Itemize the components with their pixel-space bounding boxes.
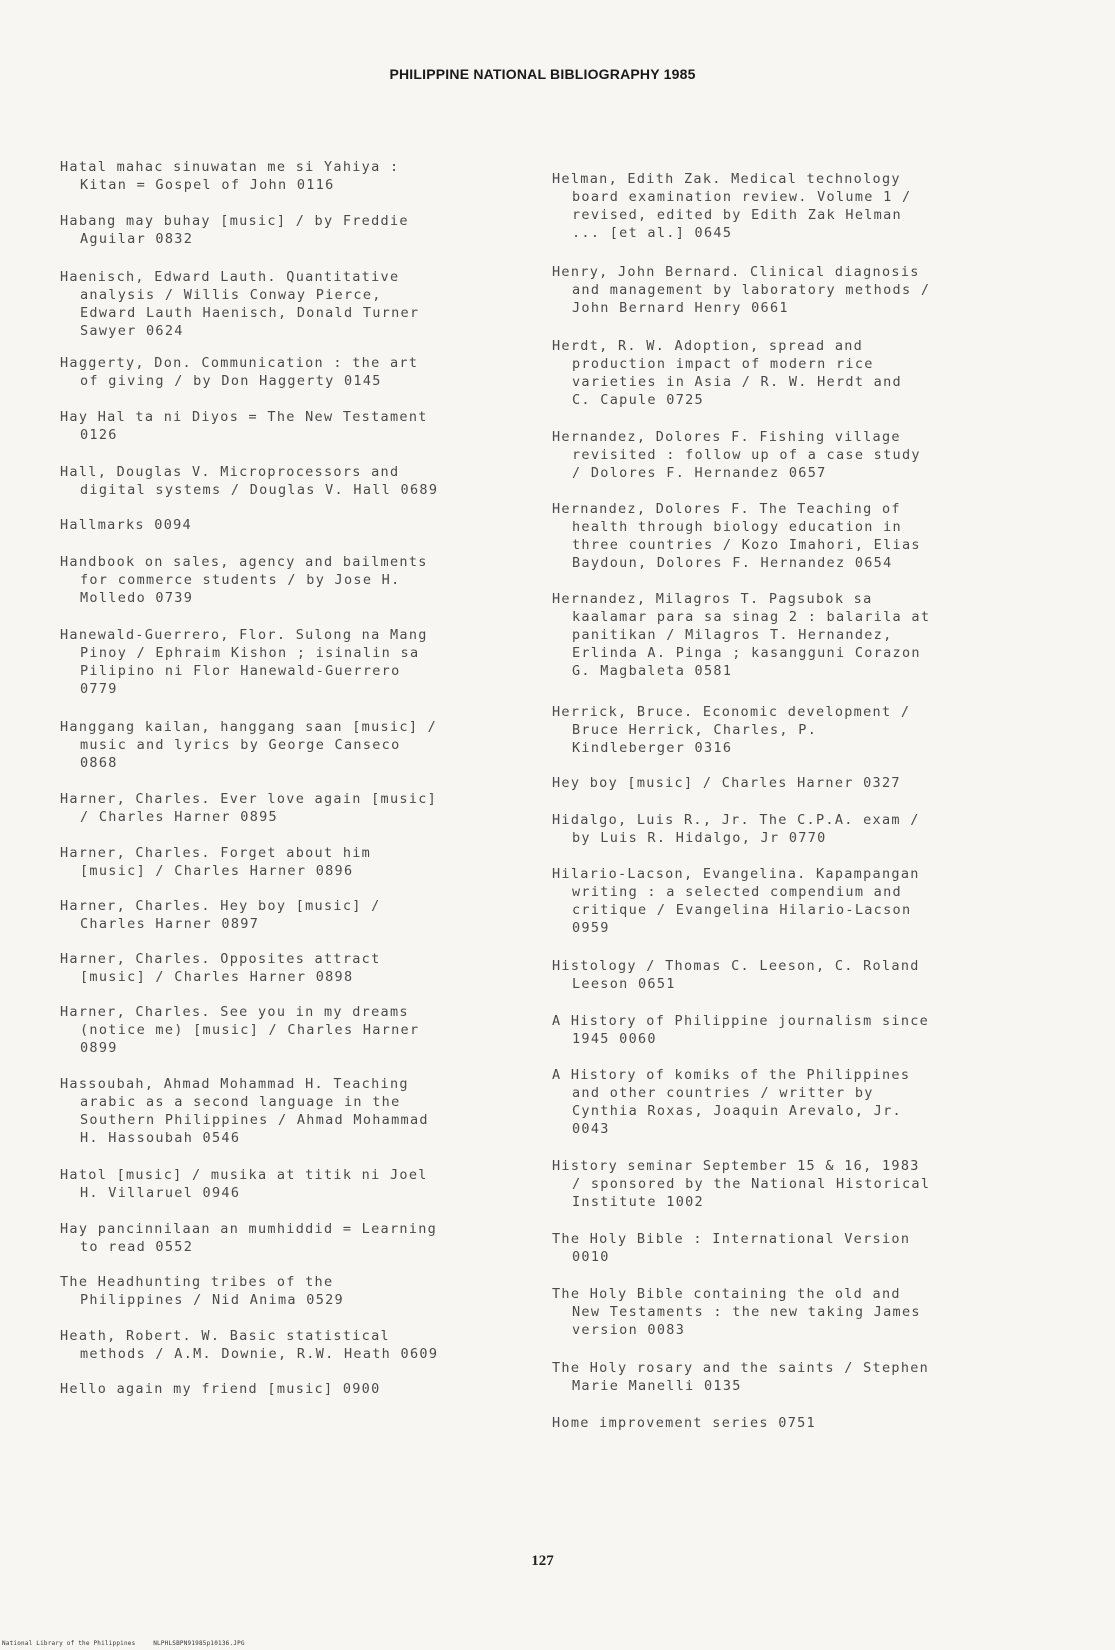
entry-continuation-line: Bruce Herrick, Charles, P. xyxy=(572,722,818,738)
entry-continuation-line: production impact of modern rice xyxy=(572,356,874,372)
entry-continuation-line: Molledo 0739 xyxy=(80,590,194,606)
entry-heading-line: Hilario-Lacson, Evangelina. Kapampangan xyxy=(552,866,920,882)
entry-heading-line: Harner, Charles. See you in my dreams xyxy=(60,1004,409,1020)
bib-entry xyxy=(60,1003,530,1057)
bib-entry xyxy=(552,957,1022,993)
entry-heading-line: Hernandez, Dolores F. The Teaching of xyxy=(552,501,901,517)
bib-entry xyxy=(552,1230,1022,1266)
entry-continuation-line: 0043 xyxy=(572,1121,610,1137)
entry-heading-line: Hey boy [music] / Charles Harner 0327 xyxy=(552,775,901,791)
bib-entry xyxy=(60,553,530,607)
entry-continuation-line: analysis / Willis Conway Pierce, xyxy=(80,287,382,303)
page-number: 127 xyxy=(531,1553,554,1569)
entry-continuation-line: Pilipino ni Flor Hanewald-Guerrero xyxy=(80,663,401,679)
bib-entry xyxy=(60,1273,530,1309)
entry-continuation-line: writing : a selected compendium and xyxy=(572,884,902,900)
entry-continuation-line: [music] / Charles Harner 0896 xyxy=(80,863,354,879)
entry-continuation-line: Edward Lauth Haenisch, Donald Turner xyxy=(80,305,420,321)
entry-heading-line: Hatol [music] / musika at titik ni Joel xyxy=(60,1167,428,1183)
bib-entry xyxy=(60,950,530,986)
bib-entry xyxy=(60,268,530,340)
bib-entry xyxy=(552,1414,1022,1432)
entry-heading-line: Hay Hal ta ni Diyos = The New Testament xyxy=(60,409,428,425)
bib-entry xyxy=(60,212,530,248)
bib-entry xyxy=(60,1380,530,1398)
entry-continuation-line: by Luis R. Hidalgo, Jr 0770 xyxy=(572,830,827,846)
entry-heading-line: A History of Philippine journalism since xyxy=(552,1013,930,1029)
entry-continuation-line: Kindleberger 0316 xyxy=(572,740,733,756)
entry-continuation-line: of giving / by Don Haggerty 0145 xyxy=(80,373,382,389)
entry-continuation-line: 0010 xyxy=(572,1249,610,1265)
entry-continuation-line: varieties in Asia / R. W. Herdt and xyxy=(572,374,902,390)
entry-heading-line: A History of komiks of the Philippines xyxy=(552,1067,911,1083)
entry-heading-line: The Holy Bible containing the old and xyxy=(552,1286,901,1302)
entry-heading-line: Hanggang kailan, hanggang saan [music] / xyxy=(60,719,438,735)
entry-heading-line: Hidalgo, Luis R., Jr. The C.P.A. exam / xyxy=(552,812,920,828)
bib-entry xyxy=(60,790,530,826)
entry-continuation-line: 0899 xyxy=(80,1040,118,1056)
scan-footer xyxy=(2,1640,259,1647)
entry-continuation-line: [music] / Charles Harner 0898 xyxy=(80,969,354,985)
entry-continuation-line: Leeson 0651 xyxy=(572,976,676,992)
bib-entry xyxy=(552,774,1022,792)
footer-library: National Library of the Philippines xyxy=(2,1640,136,1647)
bib-entry xyxy=(60,354,530,390)
entry-continuation-line: critique / Evangelina Hilario-Lacson xyxy=(572,902,912,918)
entry-continuation-line: for commerce students / by Jose H. xyxy=(80,572,401,588)
entry-continuation-line: Sawyer 0624 xyxy=(80,323,184,339)
entry-heading-line: Henry, John Bernard. Clinical diagnosis xyxy=(552,264,920,280)
entry-heading-line: History seminar September 15 & 16, 1983 xyxy=(552,1158,920,1174)
entry-heading-line: Hassoubah, Ahmad Mohammad H. Teaching xyxy=(60,1076,409,1092)
bib-entry xyxy=(552,428,1022,482)
entry-continuation-line: Marie Manelli 0135 xyxy=(572,1378,742,1394)
entry-continuation-line: revised, edited by Edith Zak Helman xyxy=(572,207,902,223)
bib-entry xyxy=(552,337,1022,409)
bib-entry xyxy=(552,811,1022,847)
entry-continuation-line: Erlinda A. Pinga ; kasangguni Corazon xyxy=(572,645,921,661)
entry-continuation-line: Kitan = Gospel of John 0116 xyxy=(80,177,335,193)
bib-entry xyxy=(60,463,530,499)
entry-continuation-line: New Testaments : the new taking James xyxy=(572,1304,921,1320)
entry-continuation-line: C. Capule 0725 xyxy=(572,392,704,408)
entry-continuation-line: / sponsored by the National Historical xyxy=(572,1176,931,1192)
bib-entry xyxy=(60,158,530,194)
bib-entry xyxy=(60,897,530,933)
bib-entry xyxy=(60,844,530,880)
entry-heading-line: Hallmarks 0094 xyxy=(60,517,192,533)
entry-continuation-line: digital systems / Douglas V. Hall 0689 xyxy=(80,482,439,498)
entry-heading-line: Hello again my friend [music] 0900 xyxy=(60,1381,381,1397)
bib-entry xyxy=(552,590,1022,680)
bib-entry xyxy=(60,1075,530,1147)
entry-continuation-line: 0126 xyxy=(80,427,118,443)
entry-continuation-line: Philippines / Nid Anima 0529 xyxy=(80,1292,344,1308)
entry-heading-line: Herdt, R. W. Adoption, spread and xyxy=(552,338,864,354)
footer-filename: NLPHLSBPN91985p10136.JPG xyxy=(153,1640,245,1647)
entry-heading-line: Hernandez, Dolores F. Fishing village xyxy=(552,429,901,445)
bib-entry xyxy=(60,516,530,534)
bib-entry xyxy=(60,626,530,698)
entry-continuation-line: health through biology education in xyxy=(572,519,902,535)
entry-continuation-line: and other countries / writter by xyxy=(572,1085,874,1101)
entry-continuation-line: 0868 xyxy=(80,755,118,771)
entry-continuation-line: / Charles Harner 0895 xyxy=(80,809,278,825)
entry-heading-line: The Holy rosary and the saints / Stephen xyxy=(552,1360,930,1376)
entry-continuation-line: revisited : follow up of a case study xyxy=(572,447,921,463)
bib-entry xyxy=(552,1066,1022,1138)
entry-heading-line: Hanewald-Guerrero, Flor. Sulong na Mang xyxy=(60,627,428,643)
entry-heading-line: Harner, Charles. Opposites attract xyxy=(60,951,381,967)
entry-heading-line: Heath, Robert. W. Basic statistical xyxy=(60,1328,390,1344)
bib-entry xyxy=(552,1157,1022,1211)
entry-continuation-line: three countries / Kozo Imahori, Elias xyxy=(572,537,921,553)
entry-continuation-line: ... [et al.] 0645 xyxy=(572,225,733,241)
entry-continuation-line: G. Magbaleta 0581 xyxy=(572,663,733,679)
entry-continuation-line: Cynthia Roxas, Joaquin Arevalo, Jr. xyxy=(572,1103,902,1119)
entry-continuation-line: board examination review. Volume 1 / xyxy=(572,189,912,205)
entry-continuation-line: music and lyrics by George Canseco xyxy=(80,737,401,753)
entry-heading-line: Harner, Charles. Forget about him xyxy=(60,845,372,861)
entry-continuation-line: Baydoun, Dolores F. Hernandez 0654 xyxy=(572,555,893,571)
entry-continuation-line: Institute 1002 xyxy=(572,1194,704,1210)
bib-entry xyxy=(552,703,1022,757)
bib-entry xyxy=(60,1220,530,1256)
entry-heading-line: Harner, Charles. Ever love again [music] xyxy=(60,791,438,807)
entry-heading-line: Hall, Douglas V. Microprocessors and xyxy=(60,464,400,480)
entry-continuation-line: Pinoy / Ephraim Kishon ; isinalin sa xyxy=(80,645,420,661)
entry-continuation-line: 1945 0060 xyxy=(572,1031,657,1047)
entry-heading-line: Haenisch, Edward Lauth. Quantitative xyxy=(60,269,400,285)
bib-entry xyxy=(552,1285,1022,1339)
bib-entry xyxy=(552,170,1022,242)
entry-continuation-line: 0779 xyxy=(80,681,118,697)
bib-entry xyxy=(552,500,1022,572)
entry-continuation-line: to read 0552 xyxy=(80,1239,194,1255)
entry-continuation-line: (notice me) [music] / Charles Harner xyxy=(80,1022,420,1038)
bib-entry xyxy=(552,263,1022,317)
entry-continuation-line: H. Villaruel 0946 xyxy=(80,1185,241,1201)
entry-heading-line: Hernandez, Milagros T. Pagsubok sa xyxy=(552,591,873,607)
entry-continuation-line: and management by laboratory methods / xyxy=(572,282,931,298)
bib-entry xyxy=(552,1012,1022,1048)
entry-heading-line: The Headhunting tribes of the xyxy=(60,1274,334,1290)
bib-entry xyxy=(60,408,530,444)
entry-heading-line: Helman, Edith Zak. Medical technology xyxy=(552,171,901,187)
entry-continuation-line: John Bernard Henry 0661 xyxy=(572,300,789,316)
entry-heading-line: Handbook on sales, agency and bailments xyxy=(60,554,428,570)
entry-heading-line: The Holy Bible : International Version xyxy=(552,1231,911,1247)
entry-heading-line: Herrick, Bruce. Economic development / xyxy=(552,704,911,720)
entry-continuation-line: Aguilar 0832 xyxy=(80,231,194,247)
bib-entry xyxy=(60,1166,530,1202)
entry-continuation-line: methods / A.M. Downie, R.W. Heath 0609 xyxy=(80,1346,439,1362)
bib-entry xyxy=(552,865,1022,937)
entry-continuation-line: / Dolores F. Hernandez 0657 xyxy=(572,465,827,481)
page-header: PHILIPPINE NATIONAL BIBLIOGRAPHY 1985 xyxy=(389,66,696,82)
entry-continuation-line: version 0083 xyxy=(572,1322,686,1338)
entry-continuation-line: 0959 xyxy=(572,920,610,936)
bib-entry xyxy=(552,1359,1022,1395)
entry-heading-line: Hay pancinnilaan an mumhiddid = Learning xyxy=(60,1221,438,1237)
entry-continuation-line: Charles Harner 0897 xyxy=(80,916,260,932)
entry-heading-line: Habang may buhay [music] / by Freddie xyxy=(60,213,409,229)
entry-continuation-line: arabic as a second language in the xyxy=(80,1094,401,1110)
entry-heading-line: Home improvement series 0751 xyxy=(552,1415,816,1431)
entry-continuation-line: H. Hassoubah 0546 xyxy=(80,1130,241,1146)
entry-heading-line: Hatal mahac sinuwatan me si Yahiya : xyxy=(60,159,400,175)
bib-entry xyxy=(60,718,530,772)
entry-continuation-line: kaalamar para sa sinag 2 : balarila at xyxy=(572,609,931,625)
entry-heading-line: Histology / Thomas C. Leeson, C. Roland xyxy=(552,958,920,974)
entry-continuation-line: panitikan / Milagros T. Hernandez, xyxy=(572,627,893,643)
entry-heading-line: Haggerty, Don. Communication : the art xyxy=(60,355,419,371)
entry-continuation-line: Southern Philippines / Ahmad Mohammad xyxy=(80,1112,429,1128)
entry-heading-line: Harner, Charles. Hey boy [music] / xyxy=(60,898,381,914)
bib-entry xyxy=(60,1327,530,1363)
